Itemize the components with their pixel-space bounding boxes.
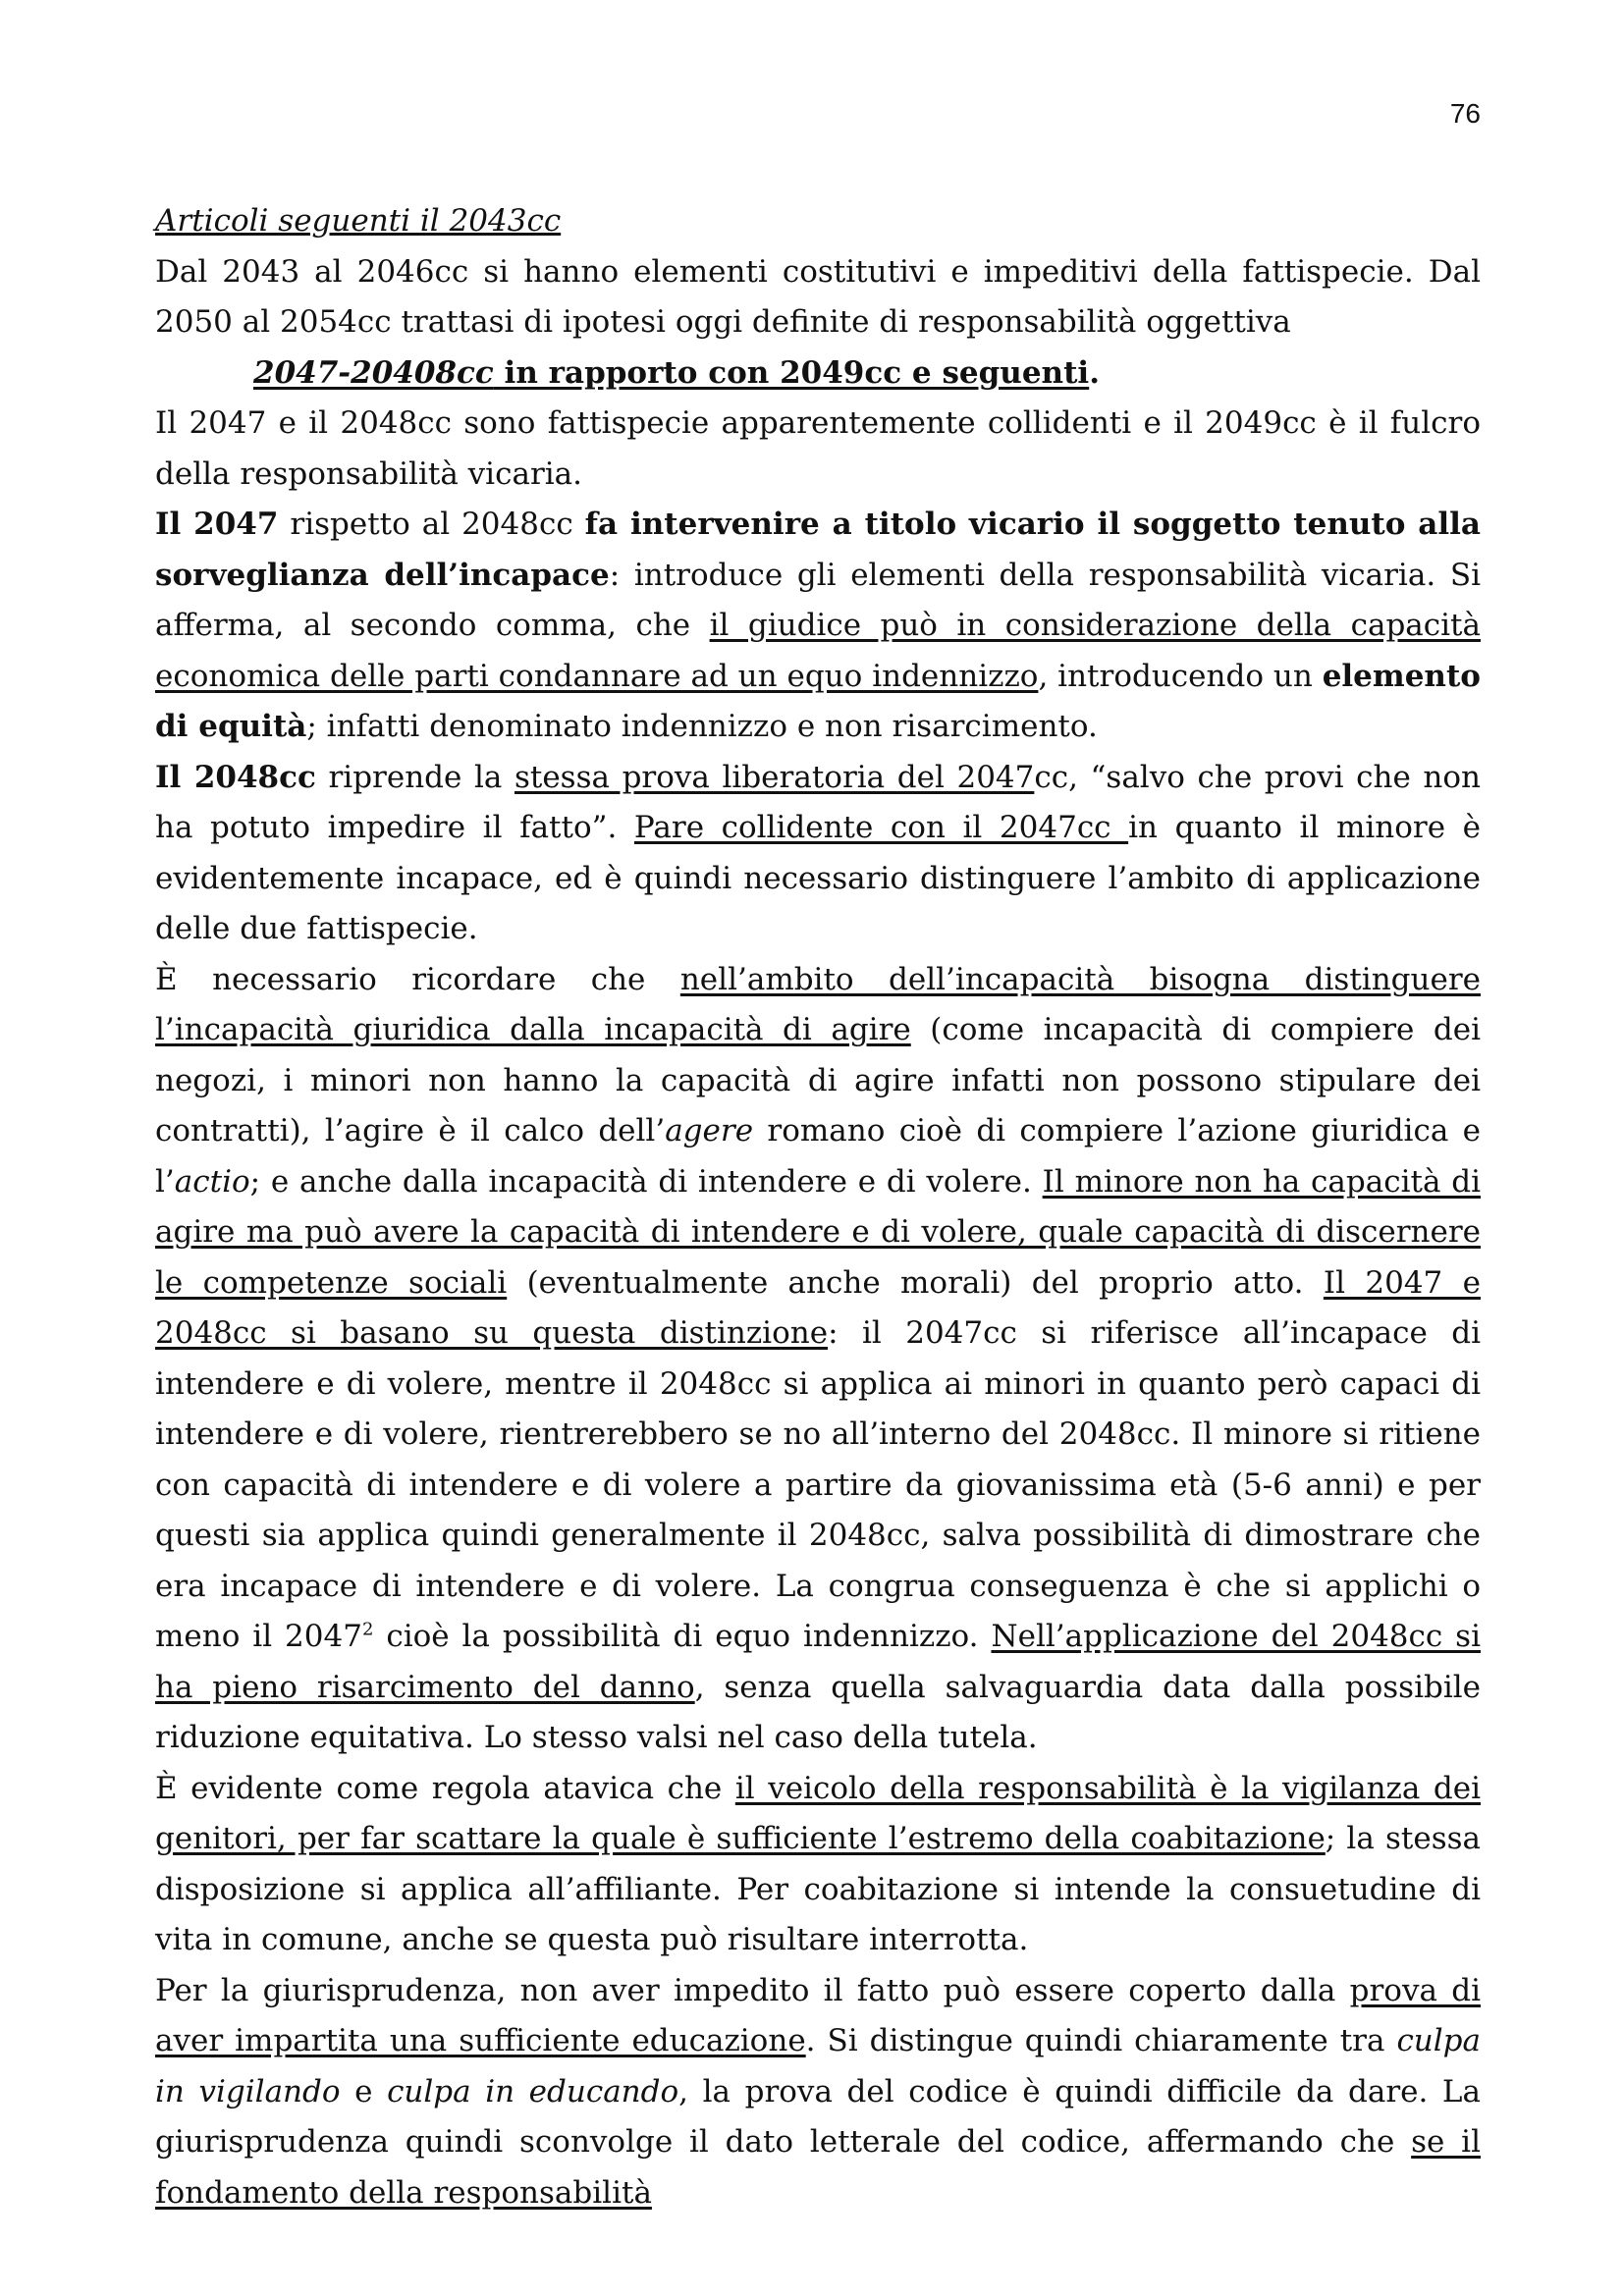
- p7-text-c: ; la stessa disposizione si applica all’affiliante. Per coabitazione si intende la consuetudine di vita in comune, anche se questa può risultare interrotta.: [155, 1821, 1482, 1957]
- p6-underlined-incapacita: nell’ambito dell’incapacità bisogna distinguere l’incapacità giuridica dalla incapacità di agire: [155, 961, 1481, 1047]
- p4-text-f: , introducendo un: [1038, 658, 1323, 694]
- p8-underlined-prova: prova di aver impartita una sufficiente educazione: [155, 1972, 1482, 2058]
- p4-text-h: ; infatti denominato indennizzo e non risarcimento.: [306, 709, 1098, 744]
- p4-underlined-giudice: il giudice può in considerazione della capacità economica delle parti condannare ad un equo indennizzo: [155, 608, 1481, 694]
- paragraph-4: [155, 500, 1481, 753]
- paragraph-3: Il 2047 e il 2048cc sono fattispecie apparentemente collidenti e il 2049cc è il fulcro della responsabilità vicaria.: [155, 405, 1481, 492]
- document-body: [155, 196, 1481, 2218]
- page-number: 76: [1449, 98, 1481, 129]
- p4-bold-equita: elemento di equità: [155, 658, 1481, 744]
- p6-text-a: È necessario ricordare che: [155, 961, 680, 997]
- p6-underlined-minore: Il minore non ha capacità di agire ma può avere la capacità di intendere e di volere, quale capacità di discernere le competenze sociali: [155, 1163, 1481, 1301]
- p4-bold-lead: Il 2047: [155, 507, 279, 542]
- p6-underlined-risarcimento: Nell’applicazione del 2048cc si ha pieno risarcimento del danno: [155, 1619, 1482, 1705]
- p6-italic-agere: agere: [665, 1113, 754, 1148]
- p6-underlined-distinzione: Il 2047 e 2048cc si basano su questa distinzione: [155, 1264, 1481, 1351]
- p6-text-e: romano cioè di compiere l’azione giuridica e l’: [155, 1113, 1481, 1200]
- p8-italic-educando: culpa in educando: [387, 2073, 679, 2109]
- p4-bold-sorveglianza: fa intervenire a titolo vicario il soggetto tenuto alla sorveglianza dell’incapace: [155, 507, 1482, 593]
- p6-text-k: : il 2047cc si riferisce all’incapace di intendere e di volere, mentre il 2048cc si applica ai minori in quanto però capaci di intendere e di volere, rientrerebbero se no all’interno del 2048cc. Il minore si ritiene con capacità di intendere e di volere a partire da giovanissima età (5-6 anni) e per questi sia applica quindi generalmente il 2048cc, salva possibilità di dimostrare che era incapace di intendere e di volere. La congrua conseguenza è che si applichi o meno il 2047: [155, 1315, 1481, 1654]
- p6-text-c: (come incapacità di compiere dei negozi, i minori non hanno la capacità di agire infatti non possono stipulare dei contratti), l’agire è il calco dell’: [155, 1012, 1482, 1148]
- p5-underlined-collidente: Pare collidente con il 2047cc: [633, 810, 1129, 845]
- p4-text-d: : introduce gli elementi della responsabilità vicaria. Si afferma, al secondo comma, che: [155, 557, 1481, 643]
- p5-underlined-prova: stessa prova liberatoria del 2047: [514, 759, 1035, 795]
- article-range: 2047-20408cc: [253, 354, 494, 391]
- section-title: Articoli seguenti il 2043cc: [155, 203, 562, 239]
- p7-text-a: È evidente come regola atavica che: [155, 1770, 735, 1806]
- p5-text-f: in quanto il minore è evidentemente incapace, ed è quindi necessario distinguere l’ambito di applicazione delle due fattispecie.: [155, 810, 1482, 946]
- p6-text-g: ; e anche dalla incapacità di intendere e di volere.: [249, 1163, 1043, 1200]
- p6-text-l: cioè la possibilità di equo indennizzo.: [373, 1619, 992, 1654]
- p6-italic-actio: actio: [174, 1163, 250, 1200]
- p5-text-b: riprende la: [315, 759, 514, 795]
- p8-text-a: Per la giurisprudenza, non aver impedito il fatto può essere coperto dalla: [155, 1972, 1350, 2008]
- p5-text-d: cc, “salvo che provi che non ha potuto impedire il fatto”.: [155, 759, 1481, 845]
- paragraph-8: [155, 1966, 1481, 2219]
- p5-bold-lead: Il 2048cc: [155, 759, 316, 795]
- footnote-ref: 2: [361, 1619, 374, 1640]
- p6-text-i: (eventualmente anche morali) del proprio atto.: [507, 1264, 1324, 1301]
- paragraph-6: [155, 955, 1481, 1764]
- p7-underlined-vigilanza: il veicolo della responsabilità è la vigilanza dei genitori, per far scattare la quale è sufficiente l’estremo della coabitazione: [155, 1770, 1482, 1856]
- paragraph-1: Dal 2043 al 2046cc si hanno elementi costitutivi e impeditivi della fattispecie. Dal 2050 al 2054cc trattasi di ipotesi oggi definite di responsabilità oggettiva: [155, 253, 1481, 340]
- paragraph-2-heading: [155, 348, 1481, 400]
- paragraph-7: [155, 1764, 1481, 1966]
- period: .: [1089, 354, 1100, 391]
- p8-italic-vigilando: culpa in vigilando: [155, 2023, 1482, 2109]
- paragraph-5: [155, 753, 1481, 955]
- article-relation: in rapporto con 2049cc e seguenti: [493, 354, 1090, 391]
- p8-text-c: . Si distingue quindi chiaramente tra: [805, 2023, 1397, 2058]
- p6-text-n: , senza quella salvaguardia data dalla possibile riduzione equitativa. Lo stesso valsi nel caso della tutela.: [155, 1669, 1481, 1755]
- p8-underlined-fondamento: se il fondamento della responsabilità: [155, 2124, 1482, 2211]
- p4-text-b: rispetto al 2048cc: [278, 507, 585, 542]
- p8-text-g: , la prova del codice è quindi difficile da dare. La giurisprudenza quindi sconvolge il dato letterale del codice, affermando che: [155, 2073, 1481, 2160]
- p8-text-e: e: [340, 2073, 388, 2109]
